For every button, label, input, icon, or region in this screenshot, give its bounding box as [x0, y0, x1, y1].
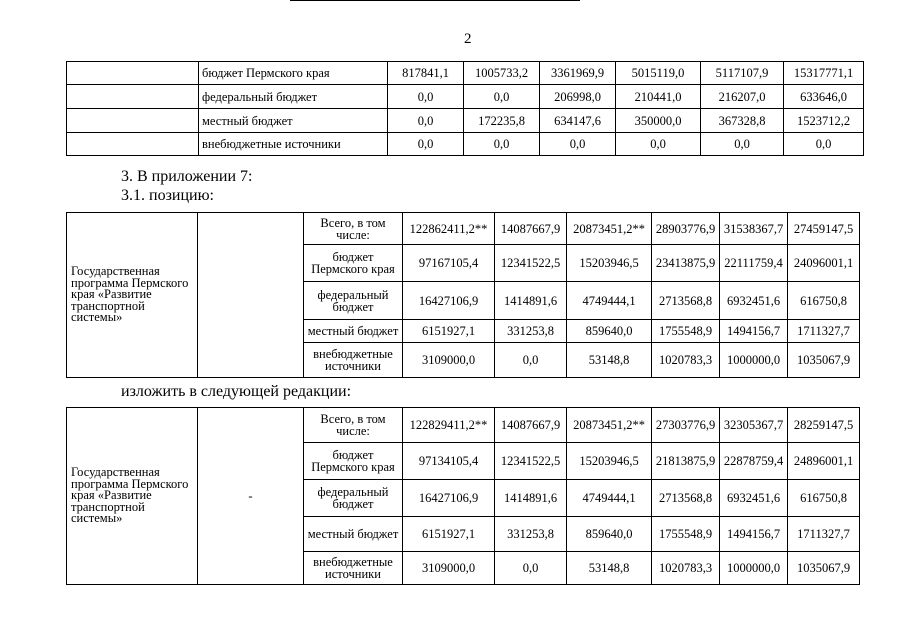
- value-cell: 1494156,7: [720, 517, 788, 552]
- value-cell: 22111759,4: [720, 245, 788, 282]
- value-cell: 20873451,2**: [567, 408, 652, 443]
- value-cell: 6932451,6: [720, 480, 788, 517]
- value-cell: 1414891,6: [495, 282, 567, 320]
- value-cell: 15317771,1: [784, 62, 864, 85]
- source-label: местный бюджет: [199, 109, 388, 133]
- value-cell: 2713568,8: [652, 282, 720, 320]
- table-row: [67, 62, 864, 85]
- source-label: федеральный бюджет: [304, 480, 403, 517]
- responsible-cell: [198, 213, 304, 378]
- value-cell: 859640,0: [567, 320, 652, 343]
- value-cell: 331253,8: [495, 320, 567, 343]
- source-label: внебюджетные источники: [304, 552, 403, 585]
- top-rule: [290, 0, 580, 1]
- value-cell: 15203946,5: [567, 443, 652, 480]
- source-label: федеральный бюджет: [304, 282, 403, 320]
- value-cell: 0,0: [388, 109, 464, 133]
- value-cell: 97134105,4: [403, 443, 495, 480]
- table-row: [67, 85, 864, 109]
- value-cell: 210441,0: [616, 85, 701, 109]
- value-cell: 616750,8: [788, 480, 860, 517]
- value-cell: 1494156,7: [720, 320, 788, 343]
- value-cell: 6151927,1: [403, 320, 495, 343]
- value-cell: 3109000,0: [403, 552, 495, 585]
- source-label: внебюджетные источники: [199, 133, 388, 156]
- source-label: внебюджетные источники: [304, 343, 403, 378]
- source-label: бюджет Пермского края: [304, 245, 403, 282]
- value-cell: 53148,8: [567, 343, 652, 378]
- value-cell: 216207,0: [701, 85, 784, 109]
- value-cell: 32305367,7: [720, 408, 788, 443]
- value-cell: 16427106,9: [403, 480, 495, 517]
- value-cell: 1035067,9: [788, 343, 860, 378]
- empty-cell: [67, 62, 199, 85]
- value-cell: 3109000,0: [403, 343, 495, 378]
- value-cell: 27459147,5: [788, 213, 860, 245]
- paragraph-new-edition: изложить в следующей редакции:: [121, 383, 352, 400]
- value-cell: 1020783,3: [652, 552, 720, 585]
- value-cell: 859640,0: [567, 517, 652, 552]
- value-cell: 27303776,9: [652, 408, 720, 443]
- value-cell: 16427106,9: [403, 282, 495, 320]
- empty-cell: [67, 85, 199, 109]
- value-cell: 24896001,1: [788, 443, 860, 480]
- source-label: местный бюджет: [304, 320, 403, 343]
- responsible-cell: -: [198, 408, 304, 585]
- value-cell: 12341522,5: [495, 443, 567, 480]
- value-cell: 53148,8: [567, 552, 652, 585]
- paragraph-appendix: 3. В приложении 7:: [121, 168, 253, 185]
- value-cell: 22878759,4: [720, 443, 788, 480]
- value-cell: 1000000,0: [720, 552, 788, 585]
- table-row: [67, 213, 860, 245]
- table-row: [67, 133, 864, 156]
- budget-table-continuation: [66, 61, 864, 156]
- value-cell: 817841,1: [388, 62, 464, 85]
- value-cell: 0,0: [540, 133, 616, 156]
- value-cell: 122862411,2**: [403, 213, 495, 245]
- value-cell: 4749444,1: [567, 480, 652, 517]
- value-cell: 0,0: [616, 133, 701, 156]
- value-cell: 331253,8: [495, 517, 567, 552]
- value-cell: 1005733,2: [464, 62, 540, 85]
- value-cell: 350000,0: [616, 109, 701, 133]
- value-cell: 172235,8: [464, 109, 540, 133]
- value-cell: 12341522,5: [495, 245, 567, 282]
- value-cell: 0,0: [784, 133, 864, 156]
- value-cell: 21813875,9: [652, 443, 720, 480]
- value-cell: 122829411,2**: [403, 408, 495, 443]
- value-cell: 0,0: [464, 133, 540, 156]
- value-cell: 5117107,9: [701, 62, 784, 85]
- source-label: местный бюджет: [304, 517, 403, 552]
- value-cell: 0,0: [388, 85, 464, 109]
- value-cell: 0,0: [701, 133, 784, 156]
- value-cell: 6151927,1: [403, 517, 495, 552]
- value-cell: 97167105,4: [403, 245, 495, 282]
- value-cell: 0,0: [495, 343, 567, 378]
- value-cell: 1000000,0: [720, 343, 788, 378]
- value-cell: 634147,6: [540, 109, 616, 133]
- value-cell: 206998,0: [540, 85, 616, 109]
- program-name: Государственная программа Пермского края «Развитие транспортной системы»: [67, 408, 198, 585]
- value-cell: 14087667,9: [495, 213, 567, 245]
- value-cell: 0,0: [495, 552, 567, 585]
- program-name: Государственная программа Пермского края «Развитие транспортной системы»: [67, 213, 198, 378]
- value-cell: 633646,0: [784, 85, 864, 109]
- table-row: [67, 109, 864, 133]
- source-label: Всего, в том числе:: [304, 213, 403, 245]
- value-cell: 28903776,9: [652, 213, 720, 245]
- value-cell: 1755548,9: [652, 517, 720, 552]
- value-cell: 4749444,1: [567, 282, 652, 320]
- value-cell: 23413875,9: [652, 245, 720, 282]
- paragraph-position: 3.1. позицию:: [121, 187, 214, 204]
- value-cell: 14087667,9: [495, 408, 567, 443]
- new-edition-table: [66, 407, 860, 585]
- value-cell: 616750,8: [788, 282, 860, 320]
- value-cell: 367328,8: [701, 109, 784, 133]
- value-cell: 1711327,7: [788, 320, 860, 343]
- value-cell: 24096001,1: [788, 245, 860, 282]
- page-number: 2: [464, 31, 472, 47]
- empty-cell: [67, 133, 199, 156]
- empty-cell: [67, 109, 199, 133]
- source-label: федеральный бюджет: [199, 85, 388, 109]
- value-cell: 2713568,8: [652, 480, 720, 517]
- value-cell: 0,0: [464, 85, 540, 109]
- value-cell: 1020783,3: [652, 343, 720, 378]
- value-cell: 6932451,6: [720, 282, 788, 320]
- old-position-table: [66, 212, 860, 378]
- source-label: бюджет Пермского края: [199, 62, 388, 85]
- value-cell: 1711327,7: [788, 517, 860, 552]
- value-cell: 5015119,0: [616, 62, 701, 85]
- value-cell: 20873451,2**: [567, 213, 652, 245]
- value-cell: 0,0: [388, 133, 464, 156]
- value-cell: 1414891,6: [495, 480, 567, 517]
- value-cell: 1755548,9: [652, 320, 720, 343]
- source-label: бюджет Пермского края: [304, 443, 403, 480]
- value-cell: 28259147,5: [788, 408, 860, 443]
- value-cell: 15203946,5: [567, 245, 652, 282]
- source-label: Всего, в том числе:: [304, 408, 403, 443]
- value-cell: 1035067,9: [788, 552, 860, 585]
- value-cell: 1523712,2: [784, 109, 864, 133]
- table-row: [67, 408, 860, 443]
- value-cell: 3361969,9: [540, 62, 616, 85]
- value-cell: 31538367,7: [720, 213, 788, 245]
